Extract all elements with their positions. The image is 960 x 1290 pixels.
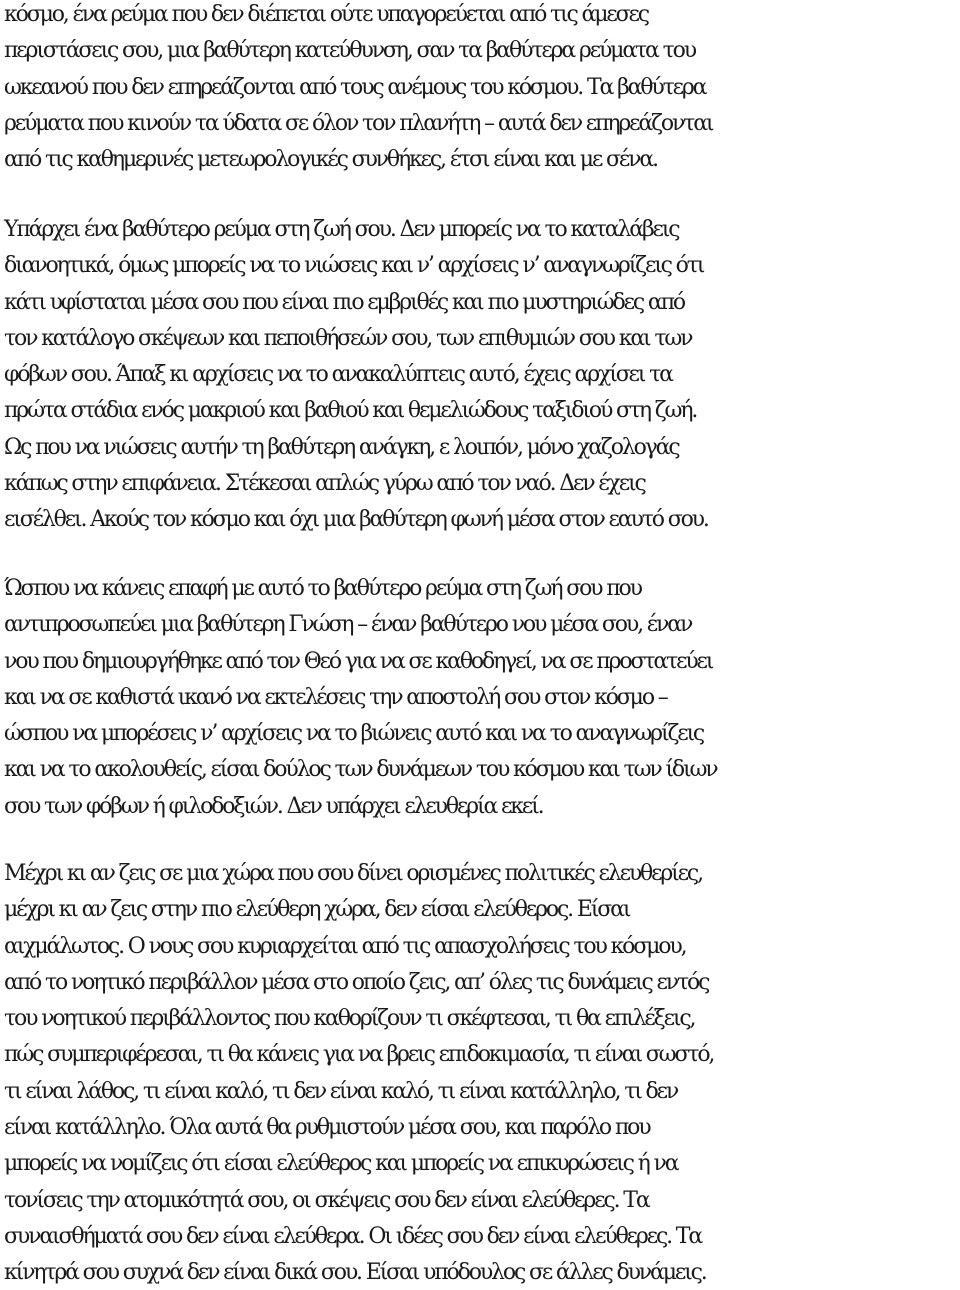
text-line: νου που δημιουργήθηκε από τον Θεό για να σε καθοδηγεί, να σε προστατεύει [4, 648, 713, 674]
text-line: ώσπου να μπορέσεις ν’ αρχίσεις να το βιώνεις αυτό και να το αναγνωρίζεις [4, 721, 704, 747]
text-line: κάπως στην επιφάνεια. Στέκεσαι απλώς γύρω από τον ναό. Δεν έχεις [4, 471, 645, 497]
text-line: πώς συμπεριφέρεσαι, τι θα κάνεις για να βρεις επιδοκιμασία, τι είναι σωστό, [4, 1042, 714, 1068]
paragraph-4 [4, 856, 960, 1290]
paragraph-3 [4, 571, 960, 825]
text-line: φόβων σου. Άπαξ κι αρχίσεις να το ανακαλύπτεις αυτό, έχεις αρχίσει τα [4, 362, 672, 388]
text-line: μέχρι κι αν ζεις στην πιο ελεύθερη χώρα, δεν είσαι ελεύθερος. Είσαι [4, 897, 630, 923]
paragraph-2 [4, 212, 960, 539]
text-line: τι είναι λάθος, τι είναι καλό, τι δεν είναι καλό, τι είναι κατάλληλο, τι δεν [4, 1078, 678, 1104]
text-line: ρεύματα που κινούν τα ύδατα σε όλον τον πλανήτη – αυτά δεν επηρεάζονται [4, 110, 713, 136]
text-line: από τις καθημερινές μετεωρολογικές συνθήκες, έτσι είναι και με σένα. [4, 147, 657, 173]
text-line: κάτι υφίσταται μέσα σου που είναι πιο εμβριθές και πιο μυστηριώδες από [4, 289, 684, 315]
text-line: και να σε καθιστά ικανό να εκτελέσεις την αποστολή σου στον κόσμο – [4, 684, 667, 710]
text-line: περιστάσεις σου, μια βαθύτερη κατεύθυνση, σαν τα βαθύτερα ρεύματα του [4, 38, 695, 64]
text-line: Μέχρι κι αν ζεις σε μια χώρα που σου δίνει ορισμένες πολιτικές ελευθερίες, [4, 861, 702, 886]
text-line: συναισθήματά σου δεν είναι ελεύθερα. Οι ιδέες σου δεν είναι ελεύθερες. Τα [4, 1223, 702, 1249]
text-line: μπορείς να νομίζεις ότι είσαι ελεύθερος και μπορείς να επικυρώσεις ή να [4, 1151, 678, 1177]
text-line: από το νοητικό περιβάλλον μέσα στο οποίο ζεις, απ’ όλες τις δυνάμεις εντός [4, 969, 709, 995]
text-line: του νοητικού περιβάλλοντος που καθορίζουν τι σκέφτεσαι, τι θα επιλέξεις, [4, 1006, 695, 1032]
text-line: τονίσεις την ατομικότητά σου, οι σκέψεις σου δεν είναι ελεύθερες. Τα [4, 1187, 649, 1213]
text-line: διανοητικά, όμως μπορείς να το νιώσεις και ν’ αρχίσεις ν’ αναγνωρίζεις ότι [4, 253, 704, 279]
text-line: Ώσπου να κάνεις επαφή με αυτό το βαθύτερο ρεύμα στη ζωή σου που [4, 576, 641, 601]
text-line: πρώτα στάδια ενός μακριού και βαθιού και θεμελιώδους ταξιδιού στη ζωή. [4, 398, 697, 424]
text-line: και να το ακολουθείς, είσαι δούλος των δυνάμεων του κόσμου και των ίδιων [4, 757, 717, 783]
text-line: Ως που να νιώσεις αυτήν τη βαθύτερη ανάγκη, ε λοιπόν, μόνο χαζολογάς [4, 434, 679, 460]
text-line: ωκεανού που δεν επηρεάζονται από τους ανέμους του κόσμου. Τα βαθύτερα [4, 74, 706, 100]
text-line: είναι κατάλληλο. Όλα αυτά θα ρυθμιστούν μέσα σου, και παρόλο που [4, 1115, 650, 1141]
paragraph-1 [4, 0, 960, 178]
text-line: κίνητρά σου συχνά δεν είναι δικά σου. Είσαι υπόδουλος σε άλλες δυνάμεις. [4, 1260, 706, 1286]
text-line: Υπάρχει ένα βαθύτερο ρεύμα στη ζωή σου. Δεν μπορείς να το καταλάβεις [4, 217, 679, 242]
text-line: εισέλθει. Ακούς τον κόσμο και όχι μια βαθύτερη φωνή μέσα στον εαυτό σου. [4, 507, 708, 533]
text-line: αντιπροσωπεύει μια βαθύτερη Γνώση – έναν βαθύτερο νου μέσα σου, έναν [4, 612, 692, 638]
text-line: κόσμο, ένα ρεύμα που δεν διέπεται ούτε υπαγορεύεται από τις άμεσες [4, 2, 648, 27]
text-line: αιχμάλωτος. Ο νους σου κυριαρχείται από τις απασχολήσεις του κόσμου, [4, 933, 686, 959]
text-line: τον κατάλογο σκέψεων και πεποιθήσεών σου, των επιθυμιών σου και των [4, 325, 692, 351]
text-line: σου των φόβων ή φιλοδοξιών. Δεν υπάρχει ελευθερία εκεί. [4, 793, 543, 819]
